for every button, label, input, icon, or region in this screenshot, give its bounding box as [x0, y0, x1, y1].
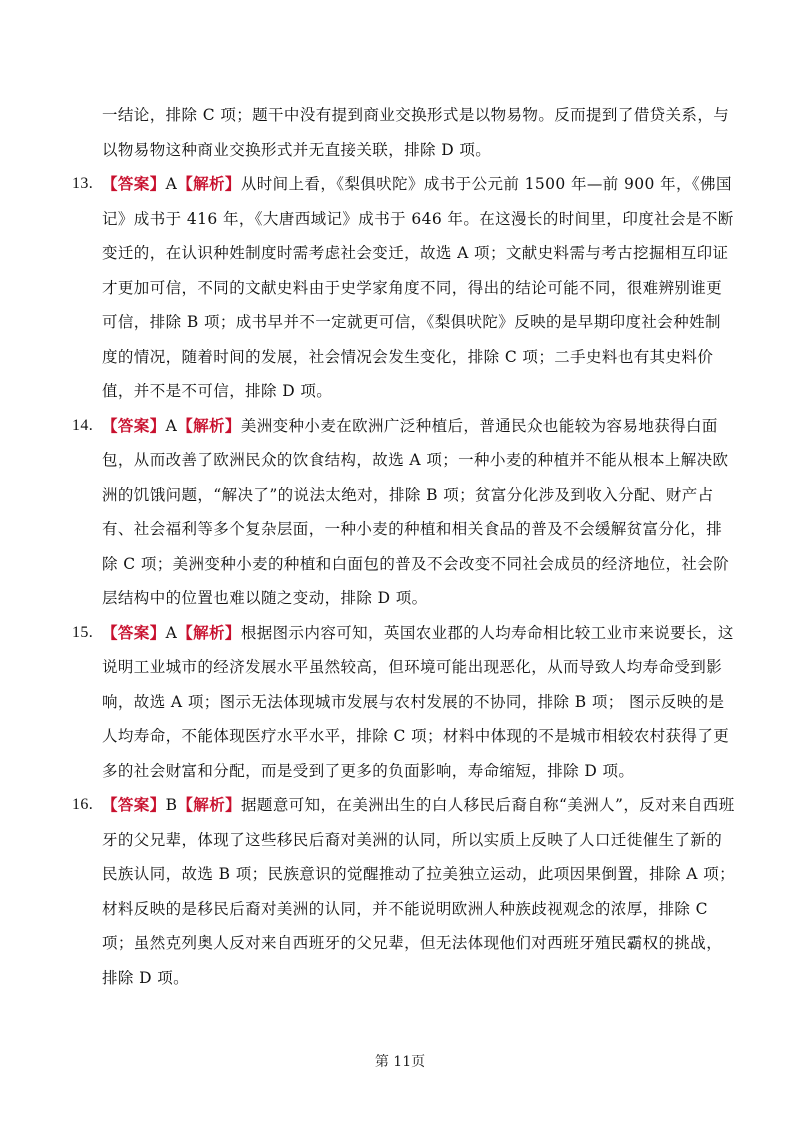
analysis-text: 美洲变种小麦在欧洲广泛种植后，普通民众也能较为容易地获得白面包，从而改善了欧洲民众的饮食结构，故选 A 项；一种小麦的种植并不能从根本上解决欧洲的饥饿问题，“解决了”的说法太绝对，排除 B 项；贫富分化涉及到收入分配、财产占有、社会福利等多个复杂层面，一种小麦的种植和相关食品的普及不会缓解贫富分化，排除 C 项；美洲变种小麦的种植和白面包的普及不会改变不同社会成员的经济地位，社会阶层结构中的位置也难以随之变动，排除 D 项。: [102, 416, 730, 607]
analysis-text: 从时间上看，《梨俱吠陀》成书于公元前 1500 年—前 900 年，《佛国记》成书于 416 年，《大唐西域记》成书于 646 年。在这漫长的时间里，印度社会是不断变迁的，在认识种姓制度时需考虑社会变迁，故选 A 项；文献史料需与考古挖掘相互印证才更加可信，不同的文献史料由于史学家角度不同，得出的结论可能不同，很难辨别谁更可信，排除 B 项；成书早并不一定就更可信，《梨俱吠陀》反映的是早期印度社会种姓制度的情况，随着时间的发展，社会情况会发生变化，排除 C 项；二手史料也有其史料价值，并不是不可信，排除 D 项。: [102, 175, 734, 400]
item-number: 15.: [72, 623, 94, 641]
answer-tag: 【答案】: [102, 622, 166, 642]
item-number: 13.: [72, 175, 94, 192]
document-body: [72, 98, 736, 995]
analysis-tag: 【解析】: [177, 174, 241, 193]
answer-letter: A: [165, 175, 178, 193]
answer-tag: 【答案】: [102, 795, 166, 814]
answer-letter: A: [165, 416, 178, 435]
analysis-tag: 【解析】: [177, 622, 241, 642]
answer-letter: B: [165, 796, 178, 814]
answer-item-15: [72, 616, 736, 789]
answer-item-13: [72, 167, 736, 409]
answer-letter: A: [165, 623, 178, 642]
answer-item-14: [72, 409, 736, 616]
intro-paragraph: 一结论，排除 C 项；题干中没有提到商业交换形式是以物易物。反而提到了借贷关系，与以物易物这种商业交换形式并无直接关联，排除 D 项。: [102, 106, 730, 159]
answer-item-16: [72, 788, 736, 995]
page-number: 第 11页: [374, 1054, 426, 1070]
item-number: 16.: [72, 796, 94, 813]
analysis-text: 根据图示内容可知，英国农业郡的人均寿命相比较工业市来说要长，这说明工业城市的经济发展水平虽然较高，但环境可能出现恶化，从而导致人均寿命受到影响，故选 A 项；图示无法体现城市发展与农村发展的不协同，排除 B 项； 图示反映的是人均寿命，不能体现医疗水平水平，排除 C 项；材料中体现的不是城市相较农村获得了更多的社会财富和分配，而是受到了更多的负面影响，寿命缩短，排除 D 项。: [102, 623, 734, 780]
answer-tag: 【答案】: [102, 415, 166, 435]
item-number: 14.: [72, 416, 94, 434]
answer-tag: 【答案】: [102, 174, 166, 193]
analysis-tag: 【解析】: [177, 415, 241, 435]
analysis-text: 据题意可知，在美洲出生的白人移民后裔自称“美洲人”，反对来自西班牙的父兄辈，体现了这些移民后裔对美洲的认同，所以实质上反映了人口迁徙催生了新的民族认同，故选 B 项；民族意识的觉醒推动了拉美独立运动，此项因果倒置，排除 A 项；材料反映的是移民后裔对美洲的认同，并不能说明欧洲人种族歧视观念的浓厚，排除 C 项；虽然克列奥人反对来自西班牙的父兄辈，但无法体现他们对西班牙殖民霸权的挑战，排除 D 项。: [102, 796, 735, 987]
analysis-tag: 【解析】: [177, 795, 242, 814]
